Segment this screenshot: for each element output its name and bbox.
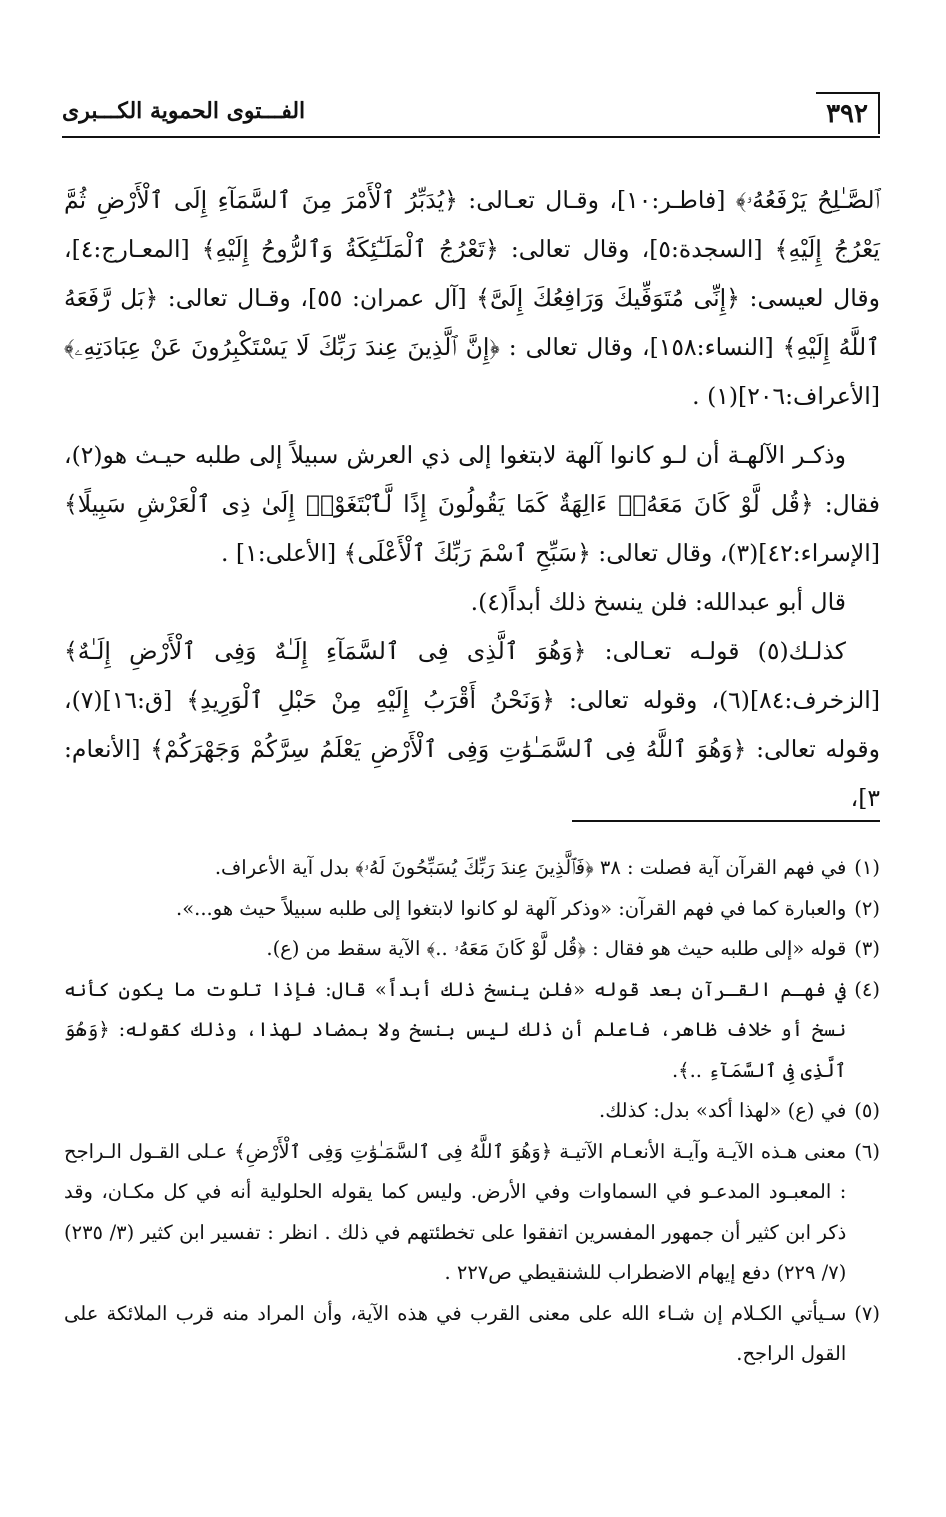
main-text: [64, 176, 880, 823]
footnotes: [64, 848, 880, 1375]
footnote-text: والعبارة كما في فهم القرآن: «وذكر آلهة لو كانوا لابتغوا إلى طلبه سبيلاً حيث هو...».: [176, 896, 847, 920]
footnote: [64, 970, 880, 1092]
page-number: ٣٩٢: [816, 92, 880, 134]
footnote-text: في فهـم القـرآن بعد قوله «فلن ينسخ ذلك أبداً» قال: فإذا تلوت ما يكون كأنه نسخ أو خلاف ظاهر، فاعلم أن ذلك ليس بنسخ ولا بمضاد لهذا، وذلك كقوله: ﴿وَهُوَ ٱلَّذِى فِى ٱلسَّمَآءِ ..﴾.: [64, 977, 847, 1082]
paragraph: قال أبو عبدالله: فلن ينسخ ذلك أبداً(٤).: [470, 588, 846, 616]
footnote-text: سـيأتي الكـلام إن شـاء الله على معنى القرب في هذه الآية، وأن المراد منه قرب الملائكة على القول الراجح.: [64, 1301, 847, 1365]
footnote-number: (٢): [854, 896, 880, 920]
footnote-separator: [572, 820, 880, 822]
footnote-number: (١): [854, 856, 880, 879]
footnote-text: قوله «إلى طلبه حيث هو فقال : ﴿قُل لَّوْ كَانَ مَعَهُۥ ..﴾ الآية سقط من (ع).: [266, 937, 847, 960]
paragraph: كذلـك(٥) قولـه تعـالى: ﴿وَهُوَ ٱلَّذِى فِى ٱلسَّمَآءِ إِلَـٰهٌ وَفِى ٱلْأَرْضِ إِلَـٰهٌ﴾ [الزخرف:٨٤](٦)، وقوله تعالى: ﴿وَنَحْنُ أَقْرَبُ إِلَيْهِ مِنْ حَبْلِ ٱلْوَرِيدِ﴾ [ق:١٦](٧)، وقوله تعالى: ﴿وَهُوَ ٱللَّهُ فِى ٱلسَّمَـٰوَٰتِ وَفِى ٱلْأَرْضِ يَعْلَمُ سِرَّكُمْ وَجَهْرَكُمْ﴾ [الأنعام: ٣]،: [64, 637, 880, 812]
footnote-text: في فهم القرآن آية فصلت : ٣٨ ﴿فَٱلَّذِينَ عِندَ رَبِّكَ يُسَبِّحُونَ لَهُۥ﴾ بدل آية الأعراف.: [214, 856, 847, 879]
footnote: [64, 1294, 880, 1375]
header-rule: [62, 136, 880, 138]
footnote-text: معنى هـذه الآيـة وآيـة الأنعـام الآتيـة ﴿وَهُوَ ٱللَّهُ فِى ٱلسَّمَـٰوَٰتِ وَفِى ٱلْأَرْضِ﴾ عـلى القـول الـراجح : المعبـود المدعـو في السماوات وفي الأرض. وليس كما يقوله الحلولية أنه في كل مكـان، وقد ذكر ابن كثير أن جمهور المفسرين اتفقوا على تخطئتهم في ذلك . انظر : تفسير ابن كثير (٣/ ٢٣٥) (٧/ ٢٢٩) دفع إيهام الاضطراب للشنقيطي ص٢٢٧ .: [64, 1139, 847, 1284]
paragraph: ٱلصَّـٰلِحُ يَرْفَعُهُۥ﴾ [فاطـر:١٠]، وقـال تعـالى: ﴿يُدَبِّرُ ٱلْأَمْرَ مِنَ ٱلسَّمَآءِ إِلَى ٱلْأَرْضِ ثُمَّ يَعْرُجُ إِلَيْهِ﴾ [السجدة:٥]، وقال تعالى: ﴿تَعْرُجُ ٱلْمَلَـٰٓئِكَةُ وَٱلرُّوحُ إِلَيْهِ﴾ [المعـارج:٤]، وقال لعيسى: ﴿إِنِّى مُتَوَفِّيكَ وَرَافِعُكَ إِلَىَّ﴾ [آل عمران: ٥٥]، وقـال تعالى: ﴿بَل رَّفَعَهُ ٱللَّهُ إِلَيْهِ﴾ [النساء:١٥٨]، وقال تعالى : ﴿إِنَّ ٱلَّذِينَ عِندَ رَبِّكَ لَا يَسْتَكْبِرُونَ عَنْ عِبَادَتِهِۦ﴾ [الأعراف:٢٠٦](١) .: [64, 186, 880, 410]
footnote: [64, 889, 880, 930]
footnote-number: (٦): [854, 1139, 880, 1163]
footnote: [64, 929, 880, 970]
paragraph: وذكـر الآلهـة أن لـو كانوا آلهة لابتغوا إلى ذي العرش سبيلاً إلى طلبه حيـث هو(٢)، فقال: ﴿قُل لَّوْ كَانَ مَعَهُۥٓ ءَالِهَةٌ كَمَا يَقُولُونَ إِذًا لَّٱبْتَغَوْا۟ إِلَىٰ ذِى ٱلْعَرْشِ سَبِيلًا﴾ [الإسراء:٤٢](٣)، وقال تعالى: ﴿سَبِّحِ ٱسْمَ رَبِّكَ ٱلْأَعْلَى﴾ [الأعلى:١] .: [64, 441, 880, 567]
footnote: [64, 1091, 880, 1132]
footnote-number: (٤): [854, 977, 880, 1001]
footnote-number: (٥): [854, 1099, 880, 1122]
page-header: [62, 92, 880, 138]
running-title: الفـــتوى الحموية الكـــبرى: [62, 98, 306, 124]
footnote-text: في (ع) «لهذا أكد» بدل: كذلك.: [599, 1099, 847, 1122]
footnote-number: (٣): [854, 937, 880, 960]
footnote-number: (٧): [854, 1301, 880, 1325]
footnote: [64, 848, 880, 889]
footnote: [64, 1132, 880, 1294]
